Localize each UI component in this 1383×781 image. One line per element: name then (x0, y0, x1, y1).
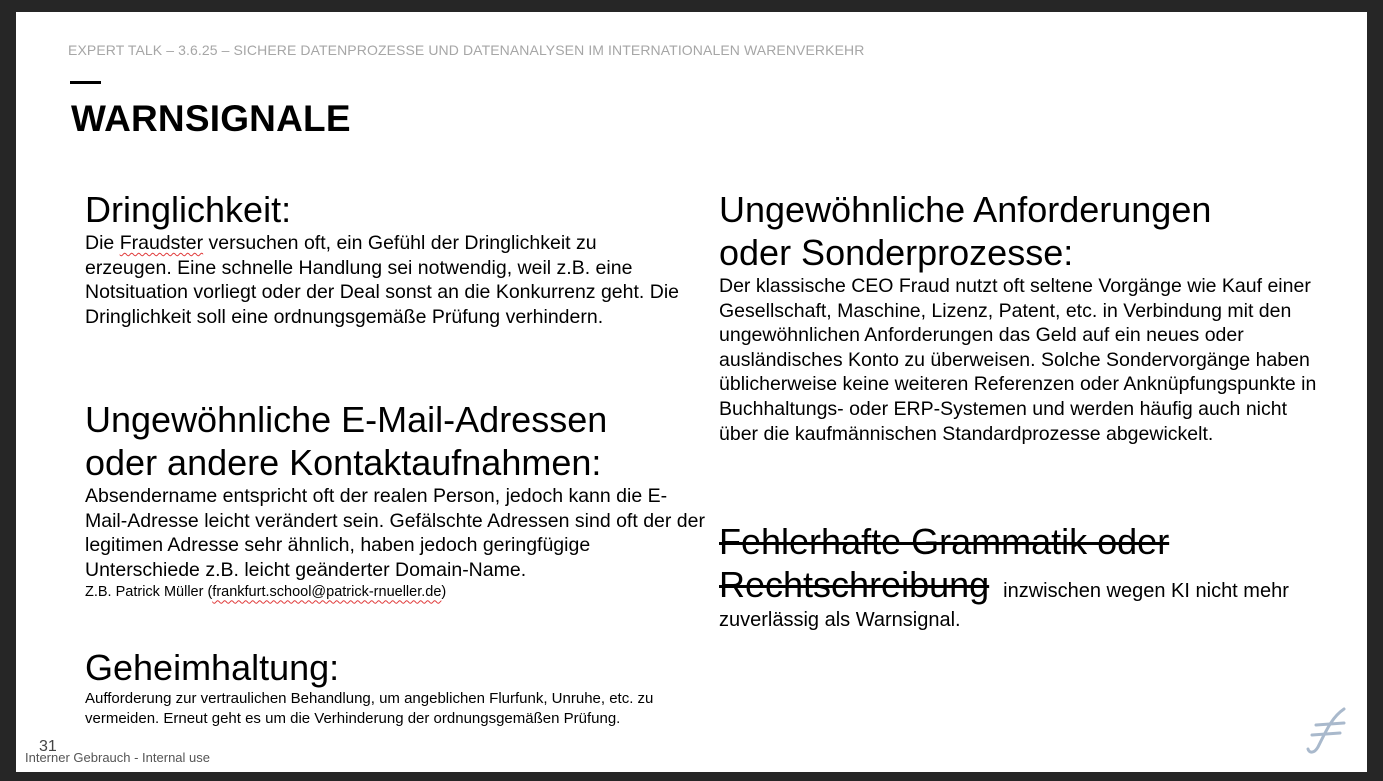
requests-heading-line1: Ungewöhnliche Anforderungen (719, 189, 1212, 230)
grammar-line2 (719, 563, 1339, 606)
urgency-section (85, 188, 685, 329)
secrecy-text: Aufforderung zur vertraulichen Behandlung, um angeblichen Flurfunk, Unruhe, etc. zu vermeiden. Erneut geht es um die Verhinderung der ordnungsgemäßen Prüfung. (85, 690, 654, 727)
requests-heading-line2: oder Sonderprozesse: (719, 232, 1074, 273)
email-example-suffix: ) (441, 584, 447, 601)
email-heading-line1: Ungewöhnliche E-Mail-Adressen (85, 399, 608, 440)
urgency-text-start: Die (85, 232, 120, 254)
grammar-section (719, 520, 1339, 634)
title-accent-dash (70, 81, 101, 84)
urgency-heading: Dringlichkeit: (85, 189, 292, 230)
grammar-note-part2: zuverlässig als Warnsignal. (719, 609, 961, 631)
slide-canvas (16, 12, 1367, 772)
email-heading-line2: oder andere Kontaktaufnahmen: (85, 442, 602, 483)
requests-text: Der klassische CEO Fraud nutzt oft seltene Vorgänge wie Kauf einer Gesellschaft, Maschine, Lizenz, Patent, etc. in Verbindung mit den ungewöhnlichen Anforderungen das Geld auf ein neues oder ausländisches Konto zu überweisen. Solche Sondervorgänge haben üblicherweise keine weiteren Referenzen oder Anknüpfungspunkte in Buchhaltungs- oder ERP-Systemen und werden häufig auch nicht über die kaufmännischen Standardprozesse abgewickelt. (719, 275, 1317, 445)
grammar-struck-heading-line1: Fehlerhafte Grammatik oder (719, 521, 1170, 562)
email-section (85, 398, 705, 602)
email-example (85, 582, 705, 602)
footer-classification: Interner Gebrauch - Internal use (25, 750, 210, 765)
email-text: Absendername entspricht oft der realen Person, jedoch kann die E-Mail-Adresse leicht verändert sein. Gefälschte Adressen sind oft der der legitimen Adresse sehr ähnlich, haben jedoch geringfügige Unterschiede z.B. leicht geänderter Domain-Name. (85, 485, 705, 581)
urgency-text (85, 231, 685, 329)
requests-section (719, 188, 1319, 446)
grammar-struck-heading-line2: Rechtschreibung (719, 564, 990, 605)
grammar-note-part1: inzwischen wegen KI nicht mehr (1003, 580, 1289, 602)
slide-title: WARNSIGNALE (71, 98, 351, 139)
page-number: 31 (39, 738, 57, 755)
email-example-address[interactable]: frankfurt.school@patrick-rnueller.de (212, 584, 442, 601)
urgency-text-rest: versuchen oft, ein Gefühl der Dringlichkeit zu erzeugen. Eine schnelle Handlung sei notwendig, weil z.B. eine Notsituation vorliegt oder der Deal sonst an die Konkurrenz geht. Die Dringlichkeit soll eine ordnungsgemäße Prüfung verhindern. (85, 232, 679, 328)
email-example-prefix: Z.B. Patrick Müller ( (85, 584, 213, 601)
secrecy-section (85, 646, 695, 728)
spelling-flagged-word[interactable]: Fraudster (119, 232, 204, 254)
slide-header: EXPERT TALK – 3.6.25 – SICHERE DATENPROZESSE UND DATENANALYSEN IM INTERNATIONALEN WARENVERKEHR (68, 42, 865, 58)
secrecy-heading: Geheimhaltung: (85, 647, 340, 688)
fs-script-logo-icon (1304, 707, 1350, 755)
